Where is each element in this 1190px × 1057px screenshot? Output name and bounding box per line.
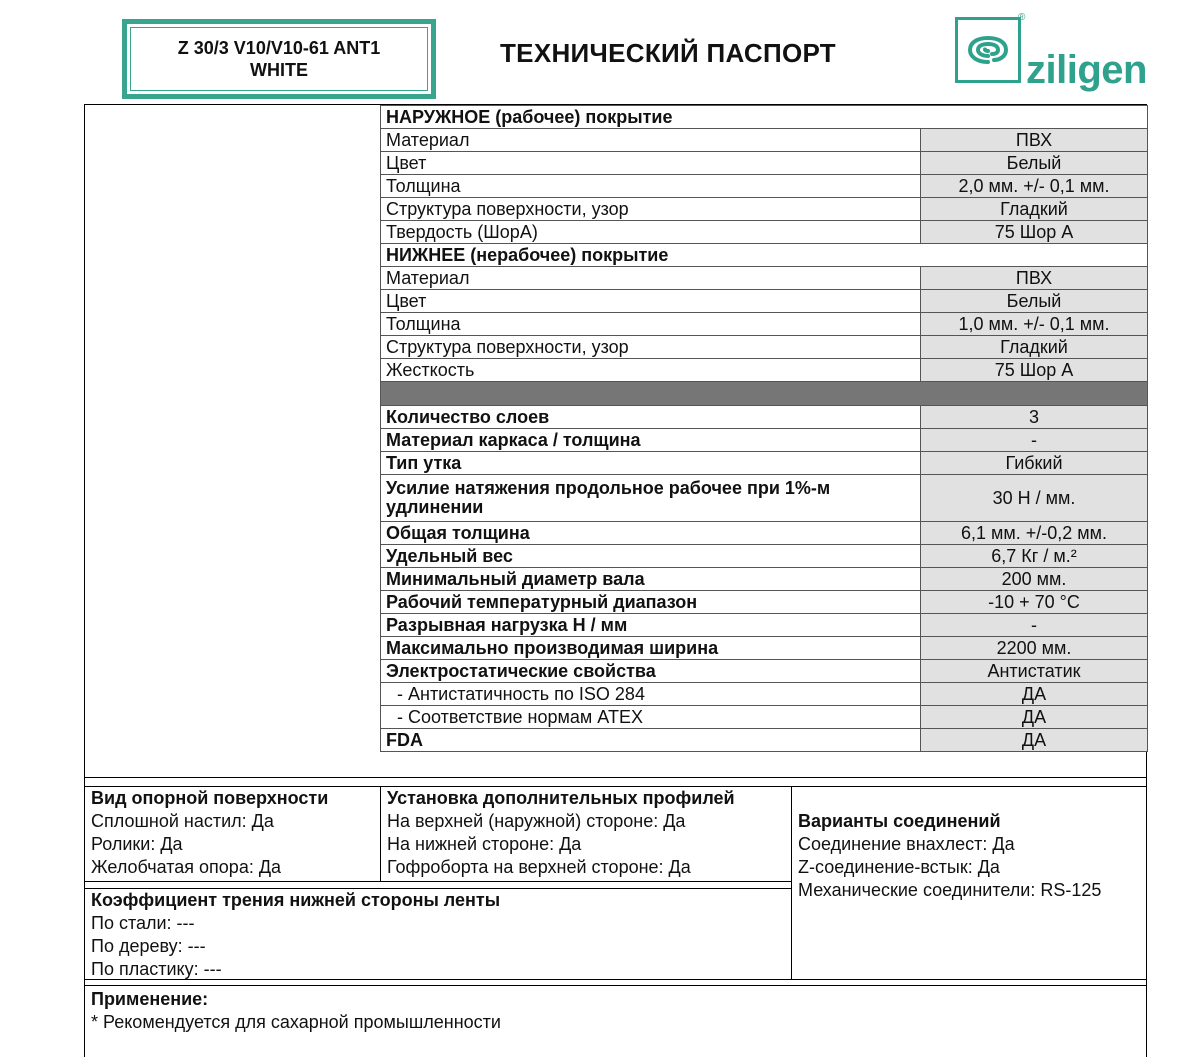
table-row: Удельный вес 6,7 Кг / м.² (381, 545, 1148, 568)
profiles-title: Установка дополнительных профилей (387, 788, 735, 808)
support-surface-block (91, 787, 328, 879)
table-row: Количество слоев 3 (381, 406, 1148, 429)
table-row: Минимальный диаметр вала 200 мм. (381, 568, 1148, 591)
table-row: Материал ПВХ (381, 129, 1148, 152)
list-item: Ролики: Да (91, 834, 183, 854)
divider (84, 777, 1147, 778)
list-item: По дереву: --- (91, 936, 206, 956)
list-item: Сплошной настил: Да (91, 811, 274, 831)
bottom-coating-title: НИЖНЕЕ (нерабочее) покрытие (381, 244, 1148, 267)
joints-block (798, 810, 1101, 902)
table-row: Максимально производимая ширина 2200 мм. (381, 637, 1148, 660)
spec-table (380, 105, 1148, 752)
document-title: ТЕХНИЧЕСКИЙ ПАСПОРТ (500, 38, 836, 68)
list-item: По стали: --- (91, 913, 195, 933)
list-item: Желобчатая опора: Да (91, 857, 282, 877)
table-row: - Антистатичность по ISO 284 ДА (381, 683, 1148, 706)
swirl-icon (958, 20, 1018, 80)
list-item: На верхней (наружной) стороне: Да (387, 811, 686, 831)
table-row: Толщина 2,0 мм. +/- 0,1 мм. (381, 175, 1148, 198)
joints-title: Варианты соединений (798, 811, 1001, 831)
product-code-box (122, 19, 436, 99)
list-item: Z-соединение-встык: Да (798, 857, 1000, 877)
logo-wordmark: ziligen (1026, 48, 1147, 92)
profiles-block (387, 787, 735, 879)
divider (380, 786, 381, 882)
registered-mark: ® (1018, 12, 1026, 23)
table-row: Общая толщина 6,1 мм. +/-0,2 мм. (381, 522, 1148, 545)
friction-title: Коэффициент трения нижней стороны ленты (91, 890, 501, 910)
table-row: Рабочий температурный диапазон -10 + 70 °C (381, 591, 1148, 614)
table-row: Жесткость 75 Шор А (381, 359, 1148, 382)
list-item: По пластику: --- (91, 959, 222, 979)
table-row: Структура поверхности, узор Гладкий (381, 336, 1148, 359)
table-row: - Соответствие нормам ATEX ДА (381, 706, 1148, 729)
list-item: Гофроборта на верхней стороне: Да (387, 857, 691, 877)
table-row: Цвет Белый (381, 290, 1148, 313)
table-row: Толщина 1,0 мм. +/- 0,1 мм. (381, 313, 1148, 336)
application-text: * Рекомендуется для сахарной промышленности (91, 1012, 501, 1032)
table-row: FDA ДА (381, 729, 1148, 752)
table-row: Структура поверхности, узор Гладкий (381, 198, 1148, 221)
table-row: Цвет Белый (381, 152, 1148, 175)
list-item: Соединение внахлест: Да (798, 834, 1015, 854)
table-row: Материал каркаса / толщина - (381, 429, 1148, 452)
company-logo (952, 14, 1152, 98)
product-code: Z 30/3 V10/V10-61 ANT1 (177, 38, 381, 58)
divider (84, 881, 791, 882)
top-coating-title: НАРУЖНОЕ (рабочее) покрытие (381, 106, 1148, 129)
list-item: Механические соединители: RS-125 (798, 880, 1102, 900)
product-color: WHITE (250, 60, 308, 80)
logo-square (955, 17, 1021, 83)
divider (84, 985, 1147, 986)
divider (791, 786, 792, 980)
list-item: На нижней стороне: Да (387, 834, 582, 854)
table-row: Тип утка Гибкий (381, 452, 1148, 475)
table-row: Усилие натяжения продольное рабочее при 1%-м удлинении 30 Н / мм. (381, 475, 1148, 522)
application-block (91, 988, 501, 1034)
section-divider (381, 382, 1148, 406)
table-row: Электростатические свойства Антистатик (381, 660, 1148, 683)
support-title: Вид опорной поверхности (91, 788, 329, 808)
friction-block (91, 889, 500, 981)
application-title: Применение: (91, 989, 209, 1009)
table-row: Материал ПВХ (381, 267, 1148, 290)
table-row: Разрывная нагрузка Н / мм - (381, 614, 1148, 637)
table-row: Твердость (ШорА) 75 Шор А (381, 221, 1148, 244)
